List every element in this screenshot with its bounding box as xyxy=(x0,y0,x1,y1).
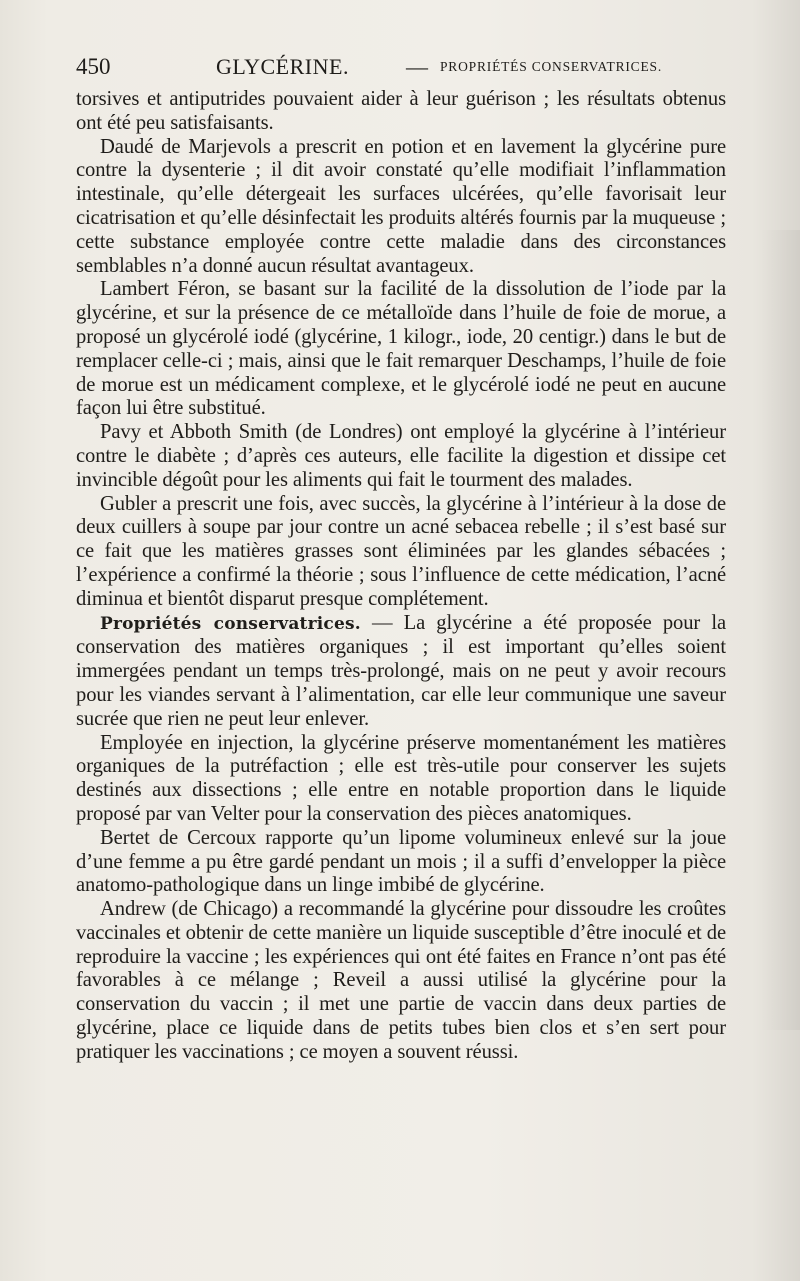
paragraph-bertet: Bertet de Cercoux rapporte qu’un lipome volumineux enlevé sur la joue d’une femme a pu être gardé pendant un mois ; il a suffi d’envelopper la pièce anatomo-pathologique dans un linge imbibé de glycérine. xyxy=(76,826,726,897)
running-title: GLYCÉRINE. xyxy=(216,54,349,79)
page-shadow xyxy=(760,230,800,1030)
page-number: 450 xyxy=(76,54,111,79)
paragraph-daude: Daudé de Marjevols a prescrit en potion et en lavement la glycérine pure contre la dysenterie ; il dit avoir constaté qu’elle modifiait l’inflammation intestinale, qu’elle détergeait les surfaces ulcérées, qu’elle favorisait leur cicatrisation et qu’elle désinfectait les produits altérés fournis par la muqueuse ; cette substance employée contre cette maladie dans des circonstances semblables n’a donné aucun résultat avantageux. xyxy=(76,135,726,277)
paragraph-andrew: Andrew (de Chicago) a recommandé la glycérine pour dissoudre les croûtes vaccinales et obtenir de cette manière un liquide susceptible d’être inoculé et de reproduire la vaccine ; les expériences qui ont été faites en France n’ont pas été favorables à ce mélange ; Reveil a aussi utilisé la glycérine pour la conservation du vaccin ; il met une partie de vaccin dans deux parties de glycérine, place ce liquide dans de petits tubes bien clos et s’en sert pour pratiquer les vaccinations ; ce moyen a souvent réussi. xyxy=(76,898,726,1063)
paragraph-lambert-feron: Lambert Féron, se basant sur la facilité de la dissolution de l’iode par la glycérine, et sur la présence de ce métalloïde dans l’huile de foie de morue, a proposé un glycérolé iodé (glycérine, 1 kilogr., iode, 20 centigr.) dans le but de remplacer celle-ci ; mais, ainsi que le fait remarquer Deschamps, l’huile de foie de morue est un médicament complexe, et le glycérolé iodé ne peut en aucune façon lui être substitué. xyxy=(76,278,726,420)
page-body xyxy=(76,88,726,1065)
header-separator: — xyxy=(406,54,428,79)
section-heading-text: — La glycérine a été proposée pour la conservation des matières organiques ; il est important qu’elles soient immergées pendant un temps très-prolongé, mais on ne peut y avoir recours pour les viandes servant à l’alimentation, car elle leur communique une saveur sucrée que rien ne peut leur enlever. xyxy=(76,611,726,730)
running-header xyxy=(76,54,726,84)
running-section: PROPRIÉTÉS CONSERVATRICES. xyxy=(440,59,663,74)
paragraph-injection: Employée en injection, la glycérine préserve momentanément les matières organiques de la putréfaction ; elle est très-utile pour conserver les sujets destinés aux dissections ; elle entre en notable proportion dans le liquide proposé par van Velter pour la conservation des pièces anatomiques. xyxy=(76,731,726,825)
paragraph-pavy-smith: Pavy et Abboth Smith (de Londres) ont employé la glycérine à l’intérieur contre le diabète ; d’après ces auteurs, elle facilite la digestion et dissipe cet invincible dégoût pour les aliments qui fait le tourment des malades. xyxy=(76,421,726,491)
paragraph-conservation xyxy=(76,612,726,732)
paragraph-continued: torsives et antiputrides pouvaient aider à leur guérison ; les résultats obtenus ont été peu satisfaisants. xyxy=(76,88,726,134)
section-heading: Propriétés conservatrices. xyxy=(100,613,361,634)
paragraph-gubler: Gubler a prescrit une fois, avec succès, la glycérine à l’intérieur à la dose de deux cuillers à soupe par jour contre un acné sebacea rebelle ; il s’est basé sur ce fait que les matières grasses sont éliminées par les glandes sébacées ; l’expérience a confirmé la théorie ; sous l’influence de cette médication, l’acné diminua et bientôt disparut presque complétement. xyxy=(76,492,726,610)
